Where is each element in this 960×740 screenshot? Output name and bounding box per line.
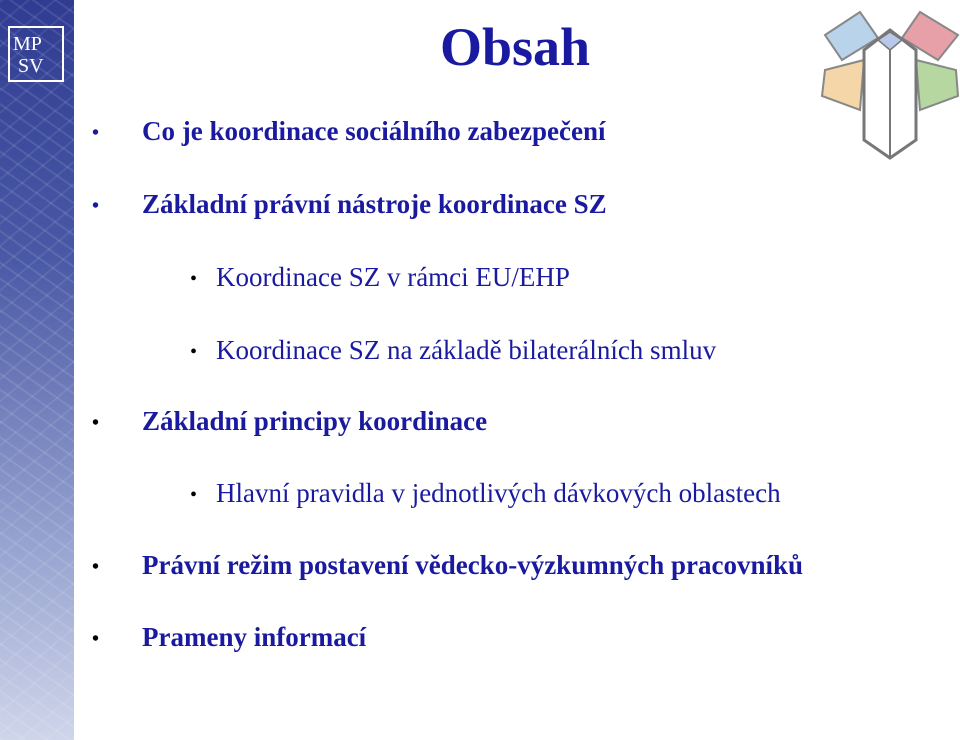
svg-text:SV: SV (18, 55, 44, 77)
corner-emblem-icon (820, 10, 960, 165)
slide-title: Obsah (440, 17, 591, 77)
svg-text:MP: MP (13, 33, 42, 55)
left-decorative-band (0, 0, 74, 740)
mpsv-logo (8, 26, 64, 82)
